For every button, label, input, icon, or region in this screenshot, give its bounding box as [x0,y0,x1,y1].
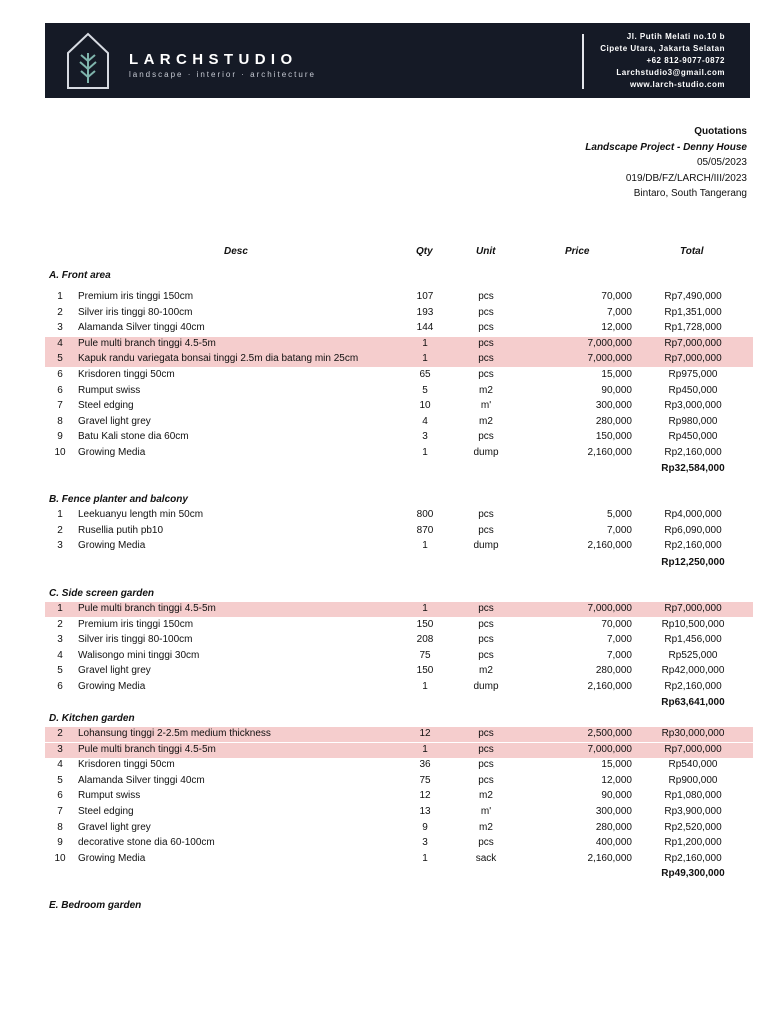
table-row [45,337,753,352]
table-row [45,680,753,695]
row-price: 7,000,000 [587,353,632,365]
table-row [45,430,753,445]
row-total: Rp450,000 [668,384,718,396]
row-unit: pcs [478,634,494,646]
row-desc: Silver iris tinggi 80-100cm [78,306,193,318]
row-qty: 1 [422,603,428,614]
row-total: Rp2,160,000 [664,852,722,864]
row-desc: Growing Media [78,447,146,458]
row-unit: pcs [478,509,494,520]
section-subtotal: Rp63,641,000 [661,697,725,708]
row-total: Rp3,000,000 [664,400,722,412]
contact-address-2: Cipete Utara, Jakarta Selatan [600,44,725,53]
table-row [45,852,753,867]
row-unit: pcs [478,291,494,302]
row-total: Rp1,728,000 [664,322,722,334]
row-total: Rp7,000,000 [664,743,722,755]
row-price: 300,000 [595,806,632,817]
row-number: 2 [57,728,63,739]
row-unit: pcs [478,837,494,849]
row-qty: 4 [422,415,428,427]
col-unit: Unit [476,246,496,257]
row-qty: 9 [422,821,428,833]
table-row [45,446,753,461]
table-row [45,352,753,367]
table-row [45,664,753,679]
row-number: 1 [57,291,63,302]
row-qty: 107 [416,291,434,302]
contact-website: www.larch-studio.com [629,80,725,89]
row-desc: Krisdoren tinggi 50cm [78,369,175,380]
table-row [45,539,753,554]
section-title: A. Front area [49,270,111,281]
row-number: 1 [57,509,63,520]
contact-phone: +62 812-9077-0872 [646,56,725,65]
row-desc: Pule multi branch tinggi 4.5-5m [78,603,216,614]
table-row [45,602,753,617]
row-qty: 150 [416,665,434,677]
row-number: 6 [57,369,63,380]
doc-location: Bintaro, South Tangerang [633,188,747,199]
row-desc: Gravel light grey [78,665,151,677]
table-row [45,399,753,414]
row-number: 5 [57,665,63,677]
row-qty: 75 [419,649,431,661]
row-number: 4 [57,337,63,349]
row-price: 7,000 [606,649,632,661]
table-row [45,321,753,336]
row-unit: pcs [478,306,494,318]
row-unit: m2 [479,665,493,677]
row-number: 3 [57,540,63,552]
table-row [45,727,753,742]
row-total: Rp3,900,000 [664,806,722,817]
row-total: Rp975,000 [668,369,718,380]
row-number: 4 [57,759,63,771]
section-title: B. Fence planter and balcony [49,494,188,505]
row-number: 6 [57,681,63,692]
row-desc: Growing Media [78,852,146,864]
doc-date: 05/05/2023 [696,157,747,168]
quotation-meta [585,124,747,202]
col-total: Total [680,246,704,257]
contact-address-1: Jl. Putih Melati no.10 b [626,32,725,41]
row-price: 90,000 [601,384,632,396]
row-number: 2 [57,524,63,536]
row-price: 2,500,000 [587,728,632,739]
row-qty: 800 [416,509,434,520]
row-total: Rp2,160,000 [664,540,722,552]
row-qty: 1 [422,540,428,552]
row-number: 10 [54,447,66,458]
section-subtotal: Rp49,300,000 [661,868,725,879]
row-desc: Rumput swiss [78,790,141,802]
doc-reference: 019/DB/FZ/LARCH/III/2023 [625,172,747,184]
row-unit: pcs [478,603,494,614]
table-header [0,246,768,259]
row-desc: Premium iris tinggi 150cm [78,291,194,302]
table-row [45,415,753,430]
row-unit: dump [473,681,499,692]
row-price: 280,000 [595,665,632,677]
row-number: 10 [54,852,66,864]
row-price: 2,160,000 [587,681,632,692]
row-price: 7,000 [606,634,632,646]
section-title: D. Kitchen garden [49,713,135,724]
tree-house-icon [65,31,111,91]
row-total: Rp10,500,000 [661,618,725,630]
row-number: 4 [57,649,63,661]
row-number: 3 [57,743,63,755]
row-unit: m' [480,400,492,412]
row-number: 2 [57,306,63,318]
row-total: Rp4,000,000 [664,509,722,520]
row-number: 9 [57,431,63,443]
table-row [45,290,753,305]
row-desc: Pule multi branch tinggi 4.5-5m [78,337,216,349]
section-title: E. Bedroom garden [49,900,142,911]
row-qty: 5 [422,384,428,396]
row-unit: pcs [478,353,494,365]
table-row [45,789,753,804]
row-desc: Rumput swiss [78,384,141,396]
row-number: 3 [57,634,63,646]
row-qty: 75 [419,774,431,786]
row-unit: pcs [478,759,494,771]
row-total: Rp42,000,000 [661,665,725,677]
row-unit: pcs [478,774,494,786]
row-desc: Steel edging [78,400,134,412]
row-unit: pcs [478,618,494,630]
row-price: 150,000 [595,431,632,443]
row-total: Rp1,200,000 [664,837,722,849]
row-total: Rp7,000,000 [664,353,722,365]
row-desc: Alamanda Silver tinggi 40cm [78,322,205,334]
row-qty: 208 [416,634,434,646]
row-number: 8 [57,821,63,833]
row-number: 7 [57,400,63,412]
table-row [45,836,753,851]
row-qty: 1 [422,743,428,755]
table-row [45,384,753,399]
row-total: Rp1,456,000 [664,634,722,646]
row-price: 280,000 [595,821,632,833]
table-row [45,805,753,820]
table-row [45,821,753,836]
row-qty: 870 [416,524,434,536]
row-number: 5 [57,774,63,786]
row-desc: Premium iris tinggi 150cm [78,618,194,630]
section-title: C. Side screen garden [49,588,155,599]
row-unit: dump [473,447,499,458]
row-qty: 65 [419,369,431,380]
row-qty: 1 [422,353,428,365]
row-total: Rp540,000 [668,759,718,771]
row-qty: 1 [422,447,428,458]
row-desc: Leekuanyu length min 50cm [78,509,204,520]
row-qty: 1 [422,852,428,864]
row-price: 15,000 [601,369,632,380]
row-number: 1 [57,603,63,614]
row-unit: m' [480,806,492,817]
row-total: Rp7,000,000 [664,603,722,614]
row-price: 7,000 [606,524,632,536]
row-desc: Walisongo mini tinggi 30cm [78,649,200,661]
col-desc: Desc [224,246,248,257]
row-unit: pcs [478,322,494,334]
row-price: 7,000,000 [587,603,632,614]
row-qty: 150 [416,618,434,630]
row-total: Rp6,090,000 [664,524,722,536]
row-desc: Gravel light grey [78,415,151,427]
row-price: 15,000 [601,759,632,771]
row-price: 2,160,000 [587,540,632,552]
row-number: 3 [57,322,63,334]
row-price: 280,000 [595,415,632,427]
row-qty: 193 [416,306,434,318]
row-total: Rp525,000 [668,649,718,661]
row-total: Rp1,080,000 [664,790,722,802]
row-unit: pcs [478,649,494,661]
header-divider [582,34,584,89]
contact-block [600,31,725,91]
row-desc: Growing Media [78,540,146,552]
row-unit: m2 [479,415,493,427]
row-qty: 36 [419,759,431,771]
row-unit: pcs [478,524,494,536]
row-desc: Krisdoren tinggi 50cm [78,759,175,771]
row-desc: Rusellia putih pb10 [78,524,164,536]
row-price: 7,000,000 [587,743,632,755]
row-number: 2 [57,618,63,630]
contact-email: Larchstudio3@gmail.com [616,68,725,77]
row-qty: 144 [416,322,434,334]
brand-tagline: landscape · interior · architecture [129,70,316,79]
doc-title: Quotations [694,126,747,137]
table-row [45,306,753,321]
table-row [45,774,753,789]
row-unit: pcs [478,337,494,349]
row-price: 400,000 [595,837,632,849]
row-number: 9 [57,837,63,849]
row-total: Rp2,160,000 [664,681,722,692]
row-qty: 10 [419,400,431,412]
row-total: Rp1,351,000 [664,306,722,318]
row-price: 2,160,000 [587,852,632,864]
row-total: Rp980,000 [668,415,718,427]
row-number: 8 [57,415,63,427]
row-unit: m2 [479,821,493,833]
row-price: 2,160,000 [587,447,632,458]
project-name: Landscape Project - Denny House [585,141,747,153]
col-qty: Qty [416,246,433,257]
row-desc: Growing Media [78,681,146,692]
brand-name: LARCHSTUDIO [129,51,298,68]
row-unit: pcs [478,369,494,380]
row-number: 6 [57,790,63,802]
table-row [45,524,753,539]
row-desc: Kapuk randu variegata bonsai tinggi 2.5m dia batang min 25cm [78,353,359,365]
row-qty: 3 [422,837,428,849]
row-unit: pcs [478,743,494,755]
row-number: 5 [57,353,63,365]
row-total: Rp2,520,000 [664,821,722,833]
row-desc: Alamanda Silver tinggi 40cm [78,774,205,786]
row-price: 90,000 [601,790,632,802]
row-desc: Steel edging [78,806,134,817]
row-number: 7 [57,806,63,817]
table-row [45,618,753,633]
row-unit: m2 [479,384,493,396]
row-qty: 13 [419,806,431,817]
row-qty: 3 [422,431,428,443]
row-total: Rp30,000,000 [661,728,725,739]
table-row [45,743,753,758]
table-row [45,633,753,648]
row-unit: sack [475,852,497,864]
row-desc: Pule multi branch tinggi 4.5-5m [78,743,216,755]
row-total: Rp900,000 [668,774,718,786]
row-desc: Silver iris tinggi 80-100cm [78,634,193,646]
row-price: 5,000 [606,509,632,520]
letterhead [45,23,750,98]
table-row [45,758,753,773]
row-price: 12,000 [601,322,632,334]
row-total: Rp2,160,000 [664,447,722,458]
section-subtotal: Rp12,250,000 [661,557,725,568]
row-desc: Batu Kali stone dia 60cm [78,431,189,443]
row-qty: 12 [419,728,431,739]
row-desc: Lohansung tinggi 2-2.5m medium thickness [78,728,271,739]
row-price: 300,000 [595,400,632,412]
row-total: Rp7,000,000 [664,337,722,349]
row-number: 6 [57,384,63,396]
row-unit: pcs [478,728,494,739]
row-unit: m2 [479,790,493,802]
row-desc: Gravel light grey [78,821,151,833]
table-row [45,508,753,523]
row-price: 7,000 [606,306,632,318]
row-price: 70,000 [601,618,632,630]
table-row [45,368,753,383]
section-subtotal: Rp32,584,000 [661,463,725,474]
row-unit: dump [473,540,499,552]
row-desc: decorative stone dia 60-100cm [78,837,215,849]
row-price: 12,000 [601,774,632,786]
table-row [45,649,753,664]
row-unit: pcs [478,431,494,443]
row-total: Rp7,490,000 [664,291,722,302]
col-price: Price [565,246,590,257]
row-qty: 1 [422,681,428,692]
row-total: Rp450,000 [668,431,718,443]
row-qty: 1 [422,337,428,349]
row-price: 7,000,000 [587,337,632,349]
row-qty: 12 [419,790,431,802]
row-price: 70,000 [601,291,632,302]
